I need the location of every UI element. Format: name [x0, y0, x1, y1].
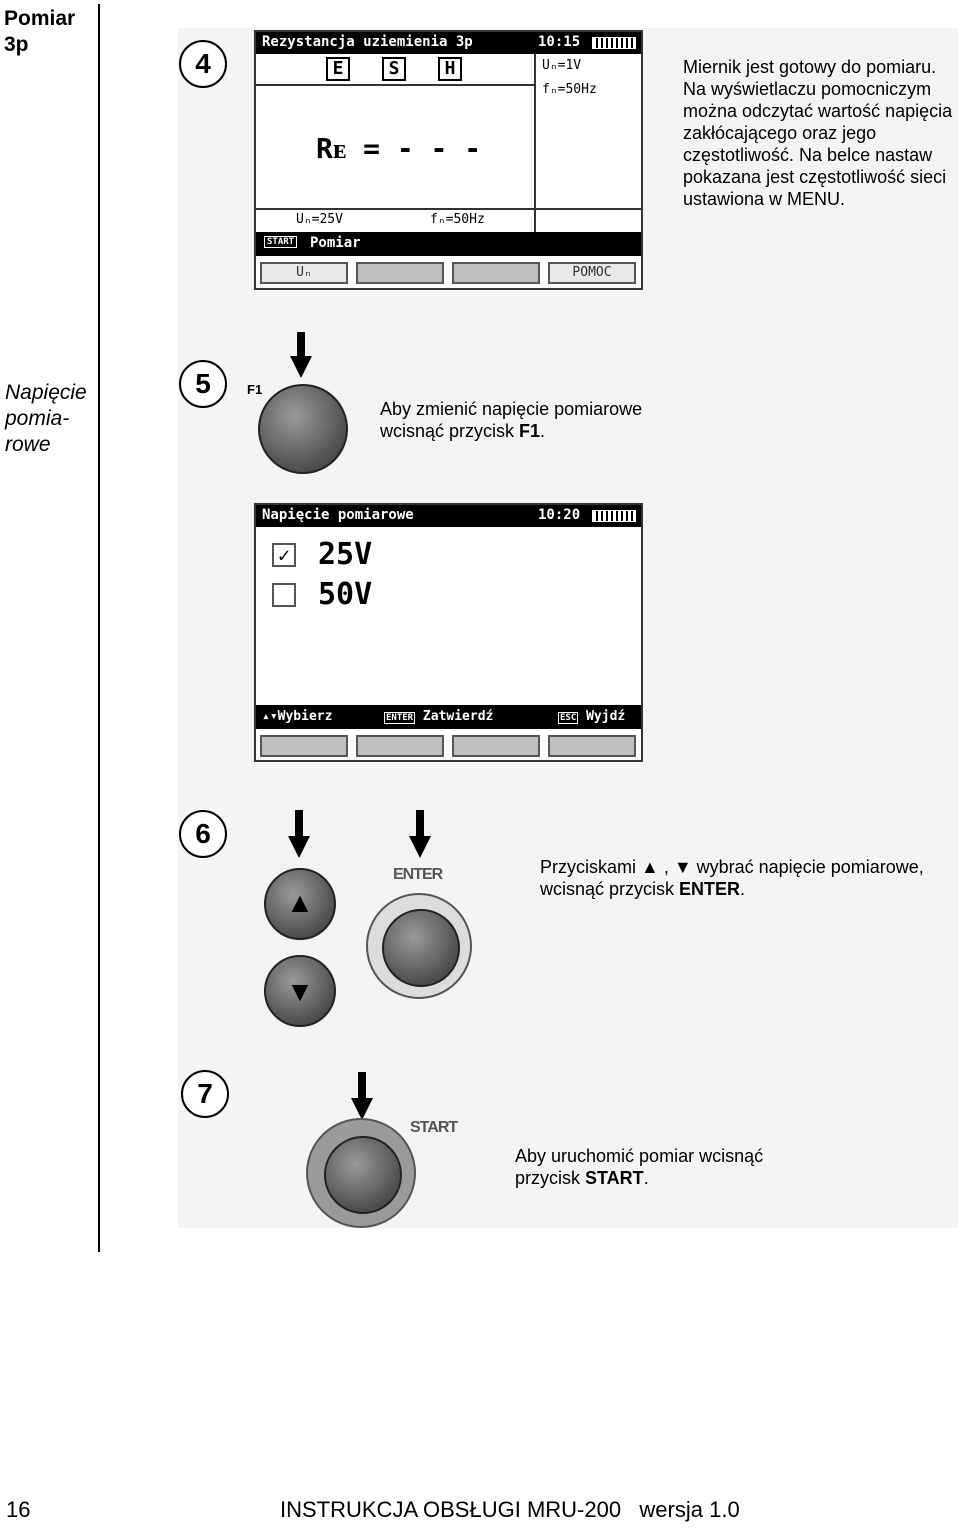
screen-time: 10:20	[538, 507, 581, 523]
battery-icon	[592, 510, 636, 522]
up-arrow-icon: ▲	[286, 887, 314, 918]
down-button[interactable]	[264, 955, 336, 1027]
screen-tab-line	[256, 84, 534, 86]
settings-frequency: fₙ=50Hz	[430, 212, 485, 227]
press-arrow-icon	[351, 1098, 373, 1120]
vertical-divider	[98, 4, 100, 1252]
f1-button[interactable]	[258, 384, 348, 474]
fkey-1[interactable]	[260, 735, 348, 757]
step-5-badge: 5	[179, 360, 227, 408]
option-50v[interactable]: 50V	[318, 577, 373, 612]
fkey-1[interactable]: Uₙ	[260, 262, 348, 284]
fkey-4[interactable]: POMOC	[548, 262, 636, 284]
screen-title: Rezystancja uziemienia 3p	[262, 34, 473, 50]
start-button[interactable]	[324, 1136, 402, 1214]
step4-description: Miernik jest gotowy do pomiaru. Na wyświetlaczu pomocniczym można odczytać wartość napięcia zakłócającego oraz jego częstotliwość. Na belce nastaw pokazana jest częstotliwość sieci ustawiona w MENU.	[683, 57, 953, 209]
aux-frequency: fₙ=50Hz	[542, 82, 597, 97]
arrows-icon: ▴▾	[262, 709, 278, 724]
press-arrow-icon	[290, 356, 312, 378]
fkey-4[interactable]	[548, 735, 636, 757]
meter-screen-step5	[254, 503, 643, 762]
enter-key-glyph: ENTER	[386, 713, 414, 723]
checkbox-25v[interactable]: ✓	[272, 543, 296, 567]
page-number: 16	[6, 1497, 31, 1522]
up-button[interactable]	[264, 868, 336, 940]
esc-key-glyph: ESC	[560, 713, 577, 723]
down-arrow-icon: ▼	[286, 976, 314, 1007]
step-4-badge: 4	[179, 40, 227, 88]
meter-screen-step4	[254, 30, 643, 290]
step-6-badge: 6	[179, 810, 227, 858]
screen-time: 10:15	[538, 34, 581, 50]
fkey-2[interactable]	[356, 262, 444, 284]
hint-bar	[256, 705, 641, 729]
press-arrow-icon	[288, 836, 310, 858]
resistance-reading: Rᴇ = - - -	[316, 132, 482, 165]
fkey-3[interactable]	[452, 262, 540, 284]
step7-description: Aby uruchomić pomiar wcisnąć przycisk START.	[515, 1146, 764, 1188]
status-label: Pomiar	[310, 235, 361, 251]
fkey-2[interactable]	[356, 735, 444, 757]
hint-exit: ESC Wyjdź	[560, 709, 626, 724]
enter-key-label: ENTER	[393, 866, 443, 883]
step5-description: Aby zmienić napięcie pomiarowe wcisnąć przycisk F1.	[380, 399, 643, 441]
start-key-glyph: START	[264, 236, 297, 248]
fkey-3[interactable]	[452, 735, 540, 757]
screen-title: Napięcie pomiarowe	[262, 507, 414, 523]
footer-title: INSTRUKCJA OBSŁUGI MRU-200 wersja 1.0	[280, 1497, 740, 1522]
step6-description: Przyciskami ▲ , ▼ wybrać napięcie pomiarowe, wcisnąć przycisk ENTER.	[540, 857, 924, 899]
section-subheading: Napięcie pomia- rowe	[5, 381, 87, 456]
start-key-label: START	[410, 1119, 458, 1136]
screen-title-bar	[256, 505, 641, 527]
tab-s[interactable]: S	[382, 57, 406, 81]
tab-h[interactable]: H	[438, 57, 462, 81]
aux-voltage: Uₙ=1V	[542, 58, 582, 73]
screen-divider	[534, 54, 536, 240]
tab-e[interactable]: E	[326, 57, 350, 81]
hint-select: ▴▾Wybierz	[262, 709, 333, 724]
status-bar	[256, 232, 641, 256]
enter-button[interactable]	[382, 909, 460, 987]
settings-voltage: Uₙ=25V	[296, 212, 343, 227]
option-25v[interactable]: 25V	[318, 537, 373, 572]
screen-title-bar	[256, 32, 641, 54]
step-7-badge: 7	[181, 1070, 229, 1118]
press-arrow-icon	[409, 836, 431, 858]
f1-key-label: F1	[247, 382, 263, 397]
section-heading: Pomiar 3p	[4, 7, 76, 56]
settings-line	[256, 208, 641, 210]
checkbox-50v[interactable]	[272, 583, 296, 607]
hint-confirm: ENTER Zatwierdź	[386, 709, 494, 724]
battery-icon	[592, 37, 636, 49]
